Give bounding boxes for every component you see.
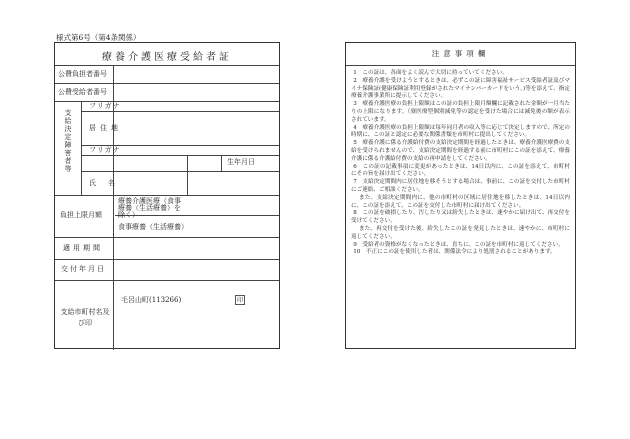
name-label: 氏名 bbox=[89, 179, 127, 187]
seal-mark: 印 bbox=[236, 297, 243, 304]
burden-payer-number-label: 公費負担者番号 bbox=[58, 70, 107, 78]
note-item: 6 この証の記載事項に変更があったときは、14日以内に、この証を添えて、市町村にその旨を届け出てください。 bbox=[351, 163, 570, 178]
limit-meal-label: 食事療養（生活療養） bbox=[118, 223, 188, 231]
burden-limit-label: 負担上限月額 bbox=[60, 211, 102, 219]
address-label: 居住地 bbox=[89, 124, 122, 132]
note-item: 5 療養介護に係る介護給付費の支給決定期間を経過したときは、療養介護医療費の支給を受けられませんので、支給決定期間を経過する前に市町村にこの証を添えて、療養介護に係る介護給付費の支給の再申請をしてください。 bbox=[351, 140, 570, 162]
furigana-label: フリガナ bbox=[89, 102, 121, 110]
notes-panel bbox=[345, 42, 576, 349]
issue-date-label: 交付年月日 bbox=[61, 265, 106, 273]
recipient-group-label: 支給決定障害者等 bbox=[64, 109, 72, 173]
form-number: 様式第6号（第4条関係） bbox=[56, 33, 141, 42]
notes-body bbox=[351, 70, 570, 257]
note-item: 9 受給者の資格がなくなったときは、直ちに、この証を市町村に返してください。 bbox=[353, 241, 564, 248]
note-item: 3 療養介護医療の負担上限額はこの証の負担上限月額欄に記載された金額が一月当たりの上限になります。（寮医療型個別減免等の認定を受けた場合には減免後の額が表示されています。 bbox=[351, 101, 570, 123]
notes-title: 注意事項欄 bbox=[346, 43, 575, 66]
note-item: 4 療養介護医療の負担上限額は毎年同月者の収入等に応じて決定しますので、所定の時期に、この証と認定に必要な関係書類を市町村に提出してください。 bbox=[351, 124, 570, 139]
note-item: 8 この証を破損したり、汚したり又は紛失したときは、速やかに届け出て、再交付を受けてください。 bbox=[351, 210, 570, 225]
certificate-title: 療養介護医療受給者証 bbox=[102, 52, 232, 63]
municipality-label: 支給市町村名及び印 bbox=[60, 308, 110, 327]
recipient-number-label: 公費受給者番号 bbox=[58, 88, 107, 96]
note-item: 2 療養介護を受けようとするときは、必ずこの証に障害福祉サービス受給者証及びマイナ保険証(健康保険証利用登録がされたマイナンバーカードをいう。)等を添えて、指定療養介護事業所に提示してください。 bbox=[351, 77, 570, 100]
note-item: 10 不正にこの証を使用した者は、関係法令により処罰されることがあります。 bbox=[353, 249, 556, 256]
note-item: また、再交付を受けた後、紛失したこの証を発見したときは、速やかに、市町村に返してください。 bbox=[351, 225, 570, 240]
note-item: 7 支給決定期間内に居住地を移そうとする場合は、事前に、この証を交付した市町村にご連絡、ご相談ください。 bbox=[351, 179, 570, 193]
municipality-name: 毛呂山町(113266) bbox=[121, 296, 182, 304]
furigana-label-2: フリガナ bbox=[89, 146, 121, 154]
note-item: また、支給決定期間内に、他の市町村の区域に居住地を移したときは、14日以内に、この証を添えて、この証を交付した市町村に届け出てください。 bbox=[351, 194, 570, 209]
limit-medical-label: 療養介護医療（食事療養（生活療養）を除く） bbox=[118, 197, 181, 219]
application-period-label: 適用期間 bbox=[63, 244, 103, 252]
certificate-table bbox=[54, 42, 280, 349]
note-item: 1 この証は、各面をよく読んで大切に持っていてください。 bbox=[353, 70, 508, 76]
birthdate-label: 生年月日 bbox=[227, 158, 255, 166]
